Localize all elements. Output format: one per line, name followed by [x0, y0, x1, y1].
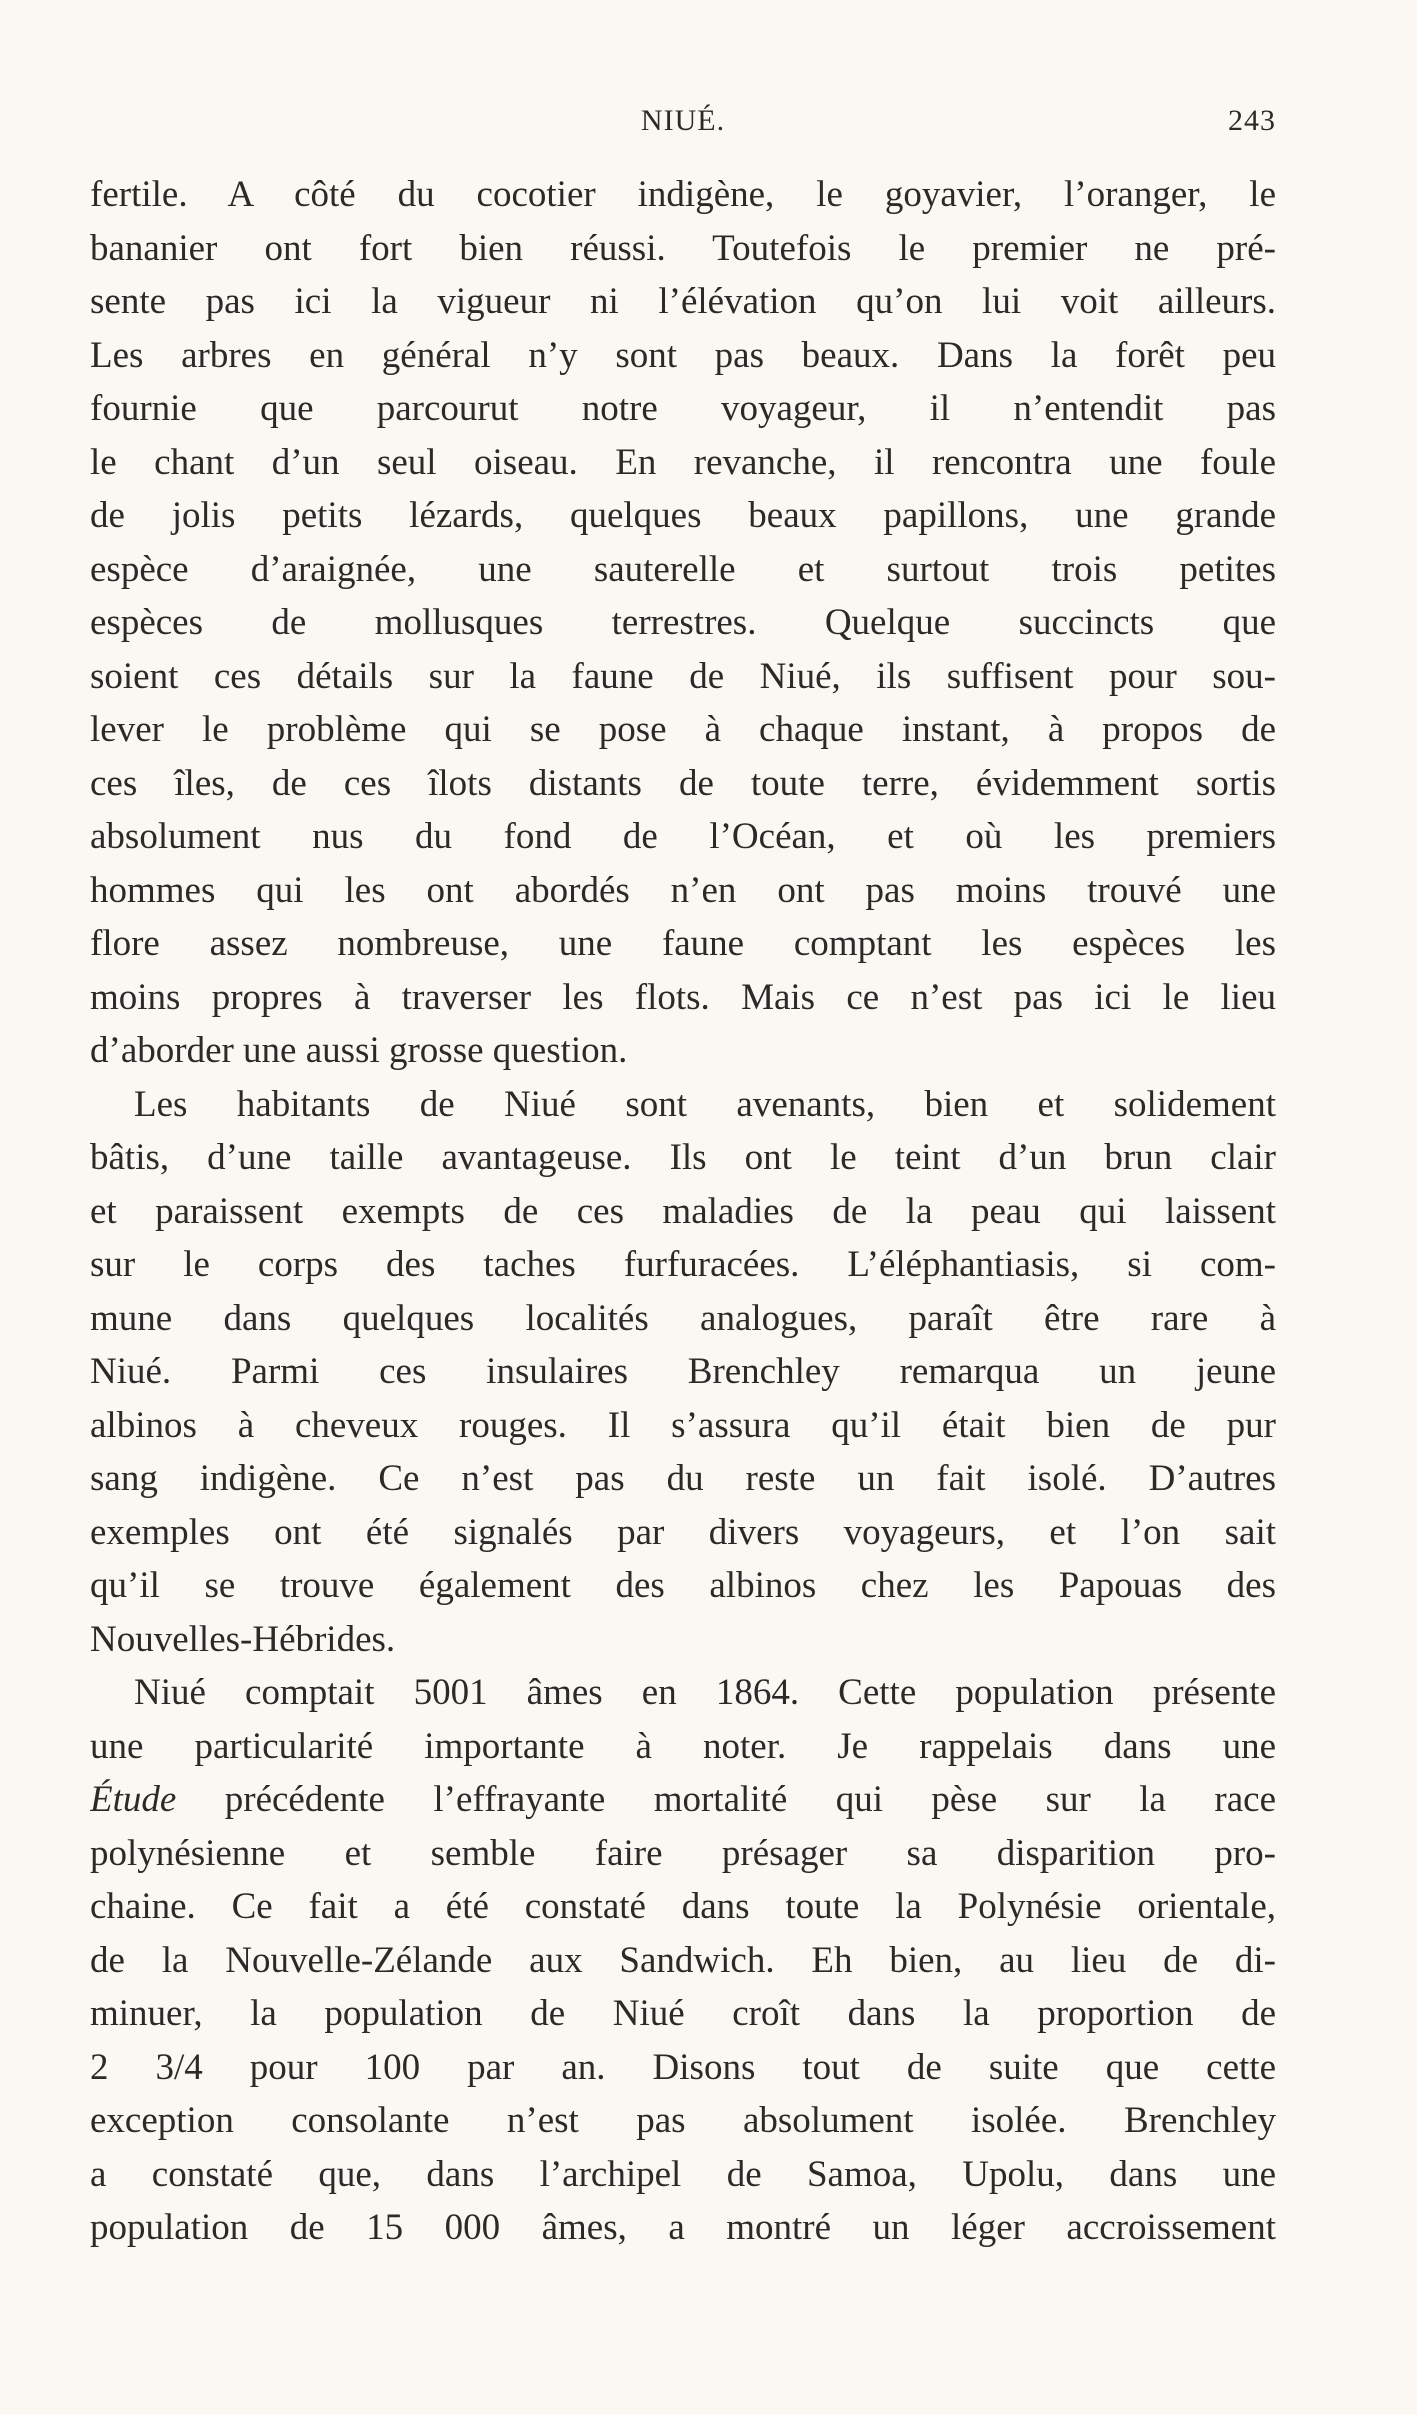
body-text	[90, 168, 1276, 2255]
text-line: a constaté que, dans l’archipel de Samoa, Upolu, dans une	[90, 2153, 1276, 2195]
text-line: exception consolante n’est pas absolument isolée. Brenchley	[90, 2100, 1276, 2141]
text-line: sente pas ici la vigueur ni l’élévation qu’on lui voit ailleurs.	[90, 281, 1276, 322]
text-line: fournie que parcourut notre voyageur, il n’entendit pas	[90, 388, 1276, 429]
text-line: Étude précédente l’effrayante mortalité qui pèse sur la race	[90, 1779, 1276, 1820]
text-line: chaine. Ce fait a été constaté dans toute la Polynésie orientale,	[90, 1886, 1276, 1927]
text-line: Nouvelles-Hébrides.	[90, 1618, 396, 1660]
text-line: espèces de mollusques terrestres. Quelque succincts que	[90, 602, 1276, 643]
page-header	[90, 104, 1276, 144]
text-line: espèce d’araignée, une sauterelle et surtout trois petites	[90, 548, 1276, 590]
text-line: ces îles, de ces îlots distants de toute terre, évidemment sortis	[90, 762, 1276, 804]
text-line: 2 3/4 pour 100 par an. Disons tout de suite que cette	[90, 2046, 1276, 2088]
text-line: mune dans quelques localités analogues, paraît être rare à	[90, 1297, 1276, 1339]
page-number: 243	[1228, 104, 1276, 137]
text-line: de jolis petits lézards, quelques beaux papillons, une grande	[90, 495, 1276, 536]
text-line: Niué. Parmi ces insulaires Brenchley remarqua un jeune	[90, 1351, 1276, 1392]
text-line: exemples ont été signalés par divers voyageurs, et l’on sait	[90, 1511, 1276, 1553]
text-line: population de 15 000 âmes, a montré un léger accroissement	[90, 2207, 1276, 2248]
text-line: albinos à cheveux rouges. Il s’assura qu’il était bien de pur	[90, 1404, 1276, 1446]
text-line: flore assez nombreuse, une faune comptant les espèces les	[90, 923, 1276, 964]
text-line: sang indigène. Ce n’est pas du reste un fait isolé. D’autres	[90, 1458, 1276, 1499]
text-line: bâtis, d’une taille avantageuse. Ils ont le teint d’un brun clair	[90, 1137, 1276, 1178]
text-line: polynésienne et semble faire présager sa disparition pro-	[90, 1832, 1276, 1874]
text-line: et paraissent exempts de ces maladies de la peau qui laissent	[90, 1190, 1276, 1232]
text-line: fertile. A côté du cocotier indigène, le goyavier, l’oranger, le	[90, 174, 1276, 215]
running-title: NIUÉ.	[640, 104, 726, 137]
paragraph-3	[90, 1666, 1276, 2255]
text-line: Les habitants de Niué sont avenants, bien et solidement	[134, 1083, 1276, 1125]
text-line: absolument nus du fond de l’Océan, et où les premiers	[90, 816, 1276, 857]
text-line: qu’il se trouve également des albinos chez les Papouas des	[90, 1565, 1276, 1606]
text-line: Les arbres en général n’y sont pas beaux. Dans la forêt peu	[90, 334, 1276, 376]
paragraph-2	[90, 1078, 1276, 1667]
text-line: sur le corps des taches furfuracées. L’éléphantiasis, si com-	[90, 1244, 1276, 1285]
text-line: minuer, la population de Niué croît dans la proportion de	[90, 1993, 1276, 2034]
text-line: soient ces détails sur la faune de Niué, ils suffisent pour sou-	[90, 655, 1276, 697]
text-line: de la Nouvelle-Zélande aux Sandwich. Eh bien, au lieu de di-	[90, 1939, 1276, 1981]
text-line: d’aborder une aussi grosse question.	[90, 1030, 628, 1071]
text-line: le chant d’un seul oiseau. En revanche, il rencontra une foule	[90, 441, 1276, 483]
text-line: lever le problème qui se pose à chaque instant, à propos de	[90, 709, 1276, 750]
text-line: moins propres à traverser les flots. Mais ce n’est pas ici le lieu	[90, 976, 1276, 1018]
text-line: bananier ont fort bien réussi. Toutefois le premier ne pré-	[90, 227, 1276, 269]
text-line: Niué comptait 5001 âmes en 1864. Cette population présente	[134, 1672, 1276, 1713]
text-line: hommes qui les ont abordés n’en ont pas moins trouvé une	[90, 869, 1276, 911]
paragraph-1	[90, 168, 1276, 1078]
text-line: une particularité importante à noter. Je rappelais dans une	[90, 1725, 1276, 1767]
